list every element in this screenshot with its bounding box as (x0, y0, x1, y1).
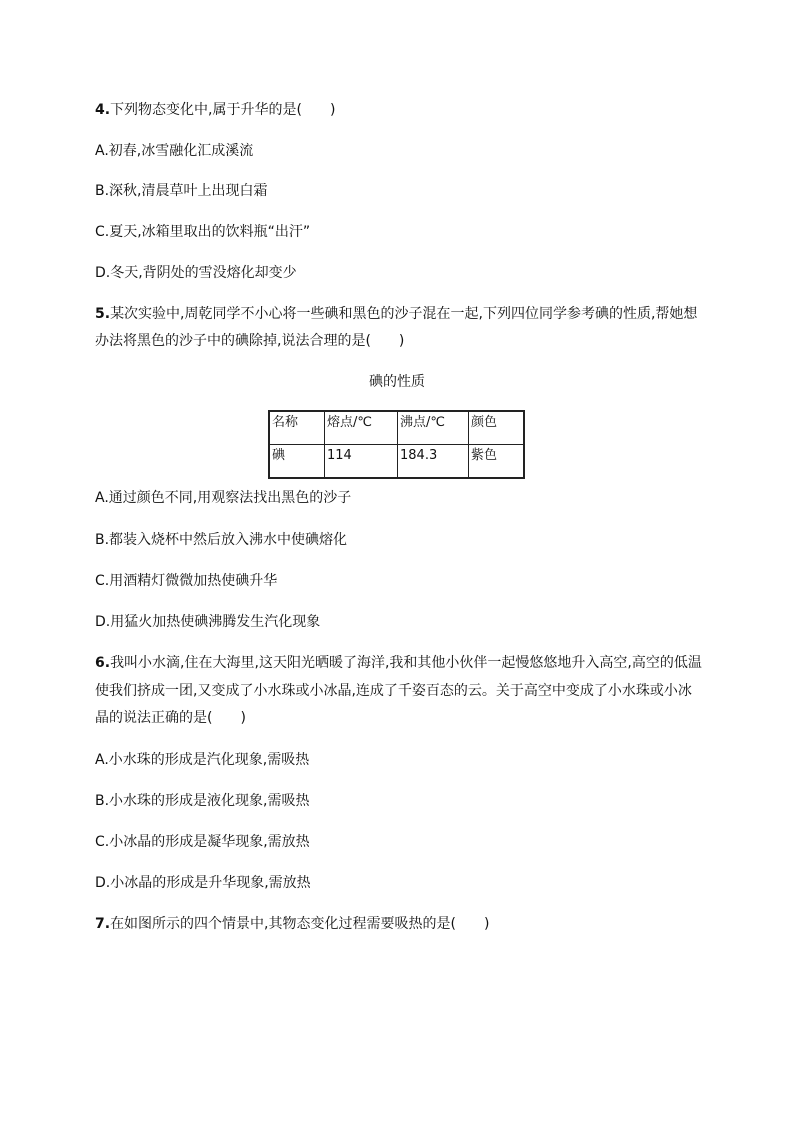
question-5-option-b: B.都装入烧杯中然后放入沸水中使碘熔化 (95, 532, 348, 548)
question-4-option-c: C.夏天,冰箱里取出的饮料瓶“出汗” (95, 224, 311, 240)
question-7-stem (95, 914, 489, 934)
question-6-option-c: C.小冰晶的形成是凝华现象,需放热 (95, 834, 310, 850)
table-cell: 114 (325, 445, 398, 479)
question-5-stem-line-1 (95, 304, 697, 324)
table-row (269, 445, 524, 479)
question-5-option-a: A.通过颜色不同,用观察法找出黑色的沙子 (95, 490, 352, 506)
question-6-option-a: A.小水珠的形成是汽化现象,需吸热 (95, 752, 310, 768)
table-cell: 碘 (269, 445, 325, 479)
table-header-cell: 熔点/℃ (325, 411, 398, 445)
question-6-option-b: B.小水珠的形成是液化现象,需吸热 (95, 793, 310, 809)
table-header-cell: 名称 (269, 411, 325, 445)
question-number: 5. (95, 306, 111, 322)
question-number: 4. (95, 102, 111, 118)
question-4-option-d: D.冬天,背阴处的雪没熔化却变少 (95, 265, 297, 281)
table-cell: 184.3 (398, 445, 469, 479)
question-6-stem-line-3: 晶的说法正确的是( ) (95, 710, 246, 726)
question-number: 7. (95, 916, 111, 932)
question-text: 在如图所示的四个情景中,其物态变化过程需要吸热的是( ) (110, 916, 490, 932)
question-text: 下列物态变化中,属于升华的是( ) (110, 102, 336, 118)
table-caption: 碘的性质 (369, 374, 425, 390)
question-4-option-a: A.初春,冰雪融化汇成溪流 (95, 143, 254, 159)
table-header-row (269, 411, 524, 445)
question-number: 6. (95, 655, 111, 671)
question-text: 某次实验中,周乾同学不小心将一些碘和黑色的沙子混在一起,下列四位同学参考碘的性质,帮她想 (110, 306, 698, 322)
table-cell: 紫色 (469, 445, 525, 479)
question-4-option-b: B.深秋,清晨草叶上出现白霜 (95, 183, 268, 199)
question-6-stem-line-2: 使我们挤成一团,又变成了小水珠或小冰晶,连成了千姿百态的云。关于高空中变成了小水珠或小冰 (95, 683, 692, 699)
question-5-option-d: D.用猛火加热使碘沸腾发生汽化现象 (95, 614, 321, 630)
question-6-stem-line-1 (95, 653, 702, 673)
question-5-option-c: C.用酒精灯微微加热使碘升华 (95, 573, 278, 589)
question-5-stem-line-2: 办法将黑色的沙子中的碘除掉,说法合理的是( ) (95, 333, 405, 349)
table-header-cell: 颜色 (469, 411, 525, 445)
question-6-option-d: D.小冰晶的形成是升华现象,需放热 (95, 875, 311, 891)
table-header-cell: 沸点/℃ (398, 411, 469, 445)
question-text: 我叫小水滴,住在大海里,这天阳光晒暖了海洋,我和其他小伙伴一起慢悠悠地升入高空,高空的低温 (110, 655, 702, 671)
question-4-stem (95, 100, 335, 120)
iodine-properties-table (268, 410, 525, 479)
